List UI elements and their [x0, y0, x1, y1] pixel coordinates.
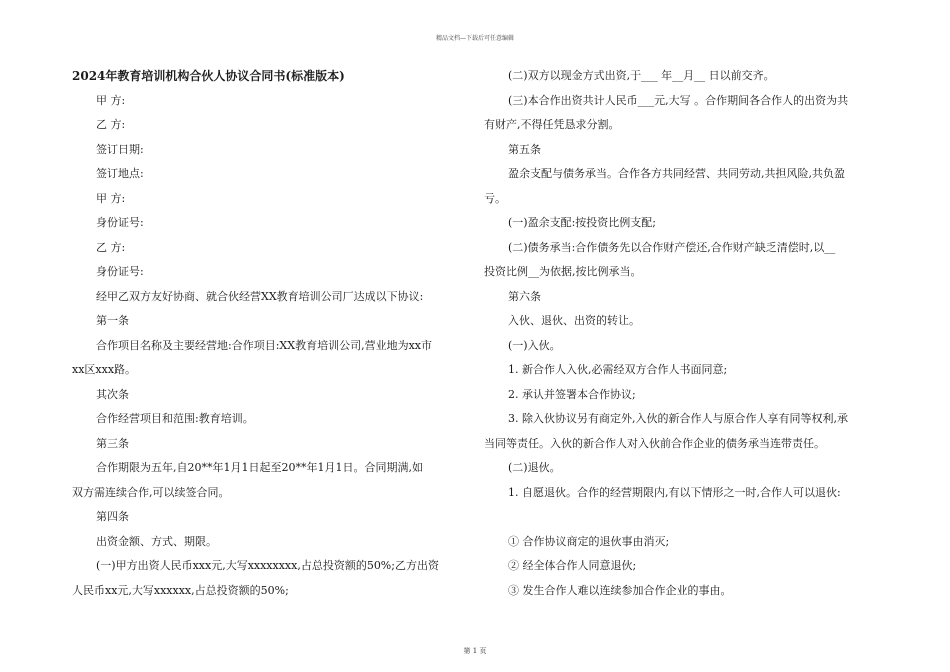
right-column	[484, 64, 878, 603]
paragraph-line: 当同等责任。入伙的新合作人对入伙前合作企业的债务承当连带责任。	[484, 436, 825, 450]
page-number: 第 1 页	[463, 647, 487, 655]
paragraph-line: 合作项目名称及主要经营地:合作项目:XX教育培训公司,营业地为xx市	[96, 338, 432, 352]
paragraph-line: 经甲乙双方友好协商、就合伙经营XX教育培训公司厂达成以下协议:	[96, 289, 424, 303]
paragraph-line: 乙 方:	[96, 240, 126, 254]
paragraph-line: 甲 方:	[96, 191, 126, 205]
paragraph-line: xx区xxx路。	[72, 363, 137, 376]
paragraph-spacer	[484, 505, 878, 530]
paragraph-line: 合作经营项目和范围:教育培训。	[96, 412, 254, 425]
document-title: 2024年教育培训机构合伙人协议合同书(标准版本)	[72, 69, 345, 83]
paragraph-line: 乙 方:	[96, 118, 126, 131]
paragraph-line: 签订地点:	[96, 167, 144, 180]
paragraph-line: (二)退伙。	[508, 461, 561, 474]
paragraph-line: 2. 承认并签署本合作协议;	[508, 387, 636, 401]
paragraph-line: 身份证号:	[96, 216, 144, 229]
paragraph-line: 第三条	[96, 436, 129, 450]
paragraph-line: 亏。	[484, 191, 506, 205]
paragraph-line: 第六条	[508, 289, 541, 303]
paragraph-line: 第五条	[508, 142, 541, 156]
left-column	[72, 64, 466, 603]
paragraph-line: (二)双方以现金方式出资,于___ 年__月__ 日以前交齐。	[508, 69, 775, 82]
paragraph-line: 入伙、退伙、出资的转让。	[508, 314, 640, 327]
right-column-paragraphs	[484, 64, 878, 603]
paragraph-line: ② 经全体合作人同意退伙;	[508, 559, 637, 572]
paragraph-line: (一)甲方出资人民币xxx元,大写xxxxxxxx,占总投资额的50%;乙方出资	[96, 559, 439, 572]
paragraph-line: 签订日期:	[96, 142, 144, 156]
paragraph-line: 甲 方:	[96, 93, 126, 107]
paragraph-line: 第一条	[96, 314, 129, 327]
paragraph-line: 人民币xx元,大写xxxxxx,占总投资额的50%;	[72, 583, 289, 597]
paragraph-line: 身份证号:	[96, 265, 144, 278]
paragraph-line: ① 合作协议商定的退伙事由消灭;	[508, 534, 670, 548]
paragraph-line: (一)入伙。	[508, 338, 561, 352]
paragraph-line: 1. 新合作人入伙,必需经双方合作人书面同意;	[508, 363, 728, 376]
paragraph-line: (二)债务承当:合作债务先以合作财产偿还,合作财产缺乏清偿时,以__	[508, 240, 836, 254]
paragraph-line: 第四条	[96, 510, 129, 523]
page-header-note: 精品文档—下载后可任意编辑	[435, 35, 514, 42]
paragraph-line: 合作期限为五年,自20**年1月1日起至20**年1月1日。合同期满,如	[96, 461, 423, 474]
paragraph-line: (一)盈余支配:按投资比例支配;	[508, 216, 656, 229]
paragraph-line: ③ 发生合作人难以连续参加合作企业的事由。	[508, 583, 732, 597]
paragraph-line: 投资比例__为依据,按比例承当。	[484, 265, 642, 278]
paragraph-line: 其次条	[96, 387, 129, 401]
left-column-paragraphs	[72, 89, 466, 604]
paragraph-line: 双方需连续合作,可以续签合同。	[72, 485, 230, 499]
paragraph-line: 3. 除入伙协议另有商定外,入伙的新合作人与原合作人享有同等权利,承	[508, 412, 848, 425]
paragraph-line: (三)本合作出资共计人民币___元,大写 。合作期间各合作人的出资为共	[508, 93, 849, 107]
paragraph-line: 1. 自愿退伙。合作的经营期限内,有以下情形之一时,合作人可以退伙:	[508, 485, 841, 499]
paragraph-line: 出资金额、方式、期限。	[96, 534, 217, 548]
paragraph-line: 盈余支配与债务承当。合作各方共同经营、共同劳动,共担风险,共负盈	[508, 167, 845, 180]
paragraph-line: 有财产,不得任凭恳求分割。	[484, 118, 620, 131]
